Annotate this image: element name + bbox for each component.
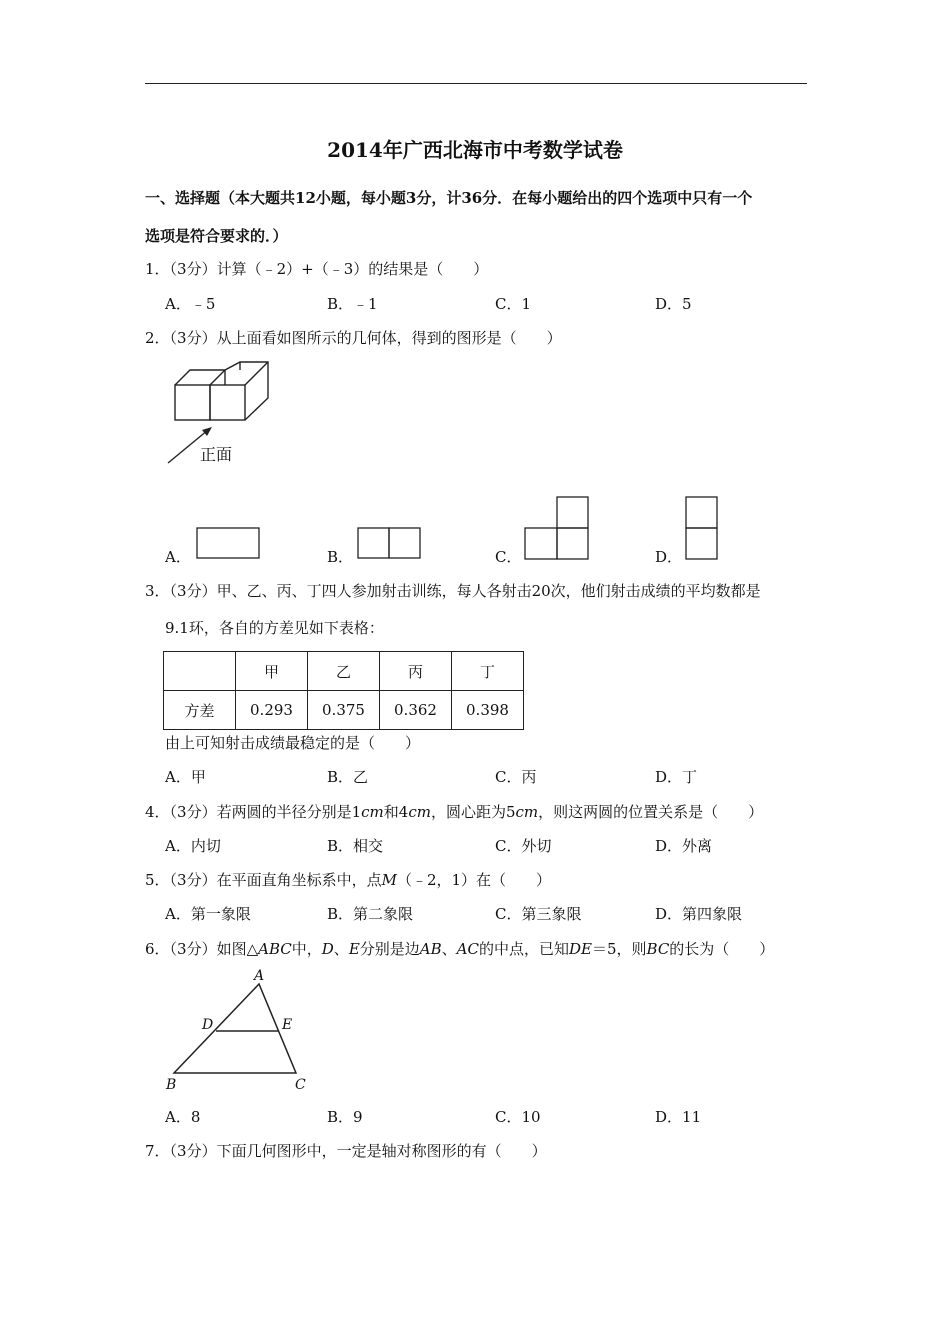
q6-text: 分别是边 [359, 940, 420, 958]
q2-front-label: 正面 [200, 445, 233, 464]
question-4 [145, 805, 763, 820]
variance-table [163, 651, 524, 730]
question-5 [145, 873, 551, 888]
q6-label-a: A [254, 968, 265, 984]
q6-text: 、 [441, 940, 457, 958]
q1-option-b: B．﹣1 [327, 295, 378, 313]
table-cell: 0.375 [308, 691, 380, 730]
q2-option-b: B． [327, 548, 354, 566]
table-cell: 0.293 [236, 691, 308, 730]
table-cell: 丙 [380, 652, 452, 691]
table-row [164, 691, 524, 730]
q3-option-b: B．乙 [327, 768, 369, 786]
q1-option-d: D．5 [655, 295, 692, 313]
q6-var: D [321, 940, 334, 958]
q6-var: AB [419, 940, 442, 958]
table-cell: 0.362 [380, 691, 452, 730]
q6-var: DE [568, 940, 592, 958]
q4-option-d: D．外离 [655, 837, 713, 855]
q4-option-b: B．相交 [327, 837, 384, 855]
question-3-line1: 3．（3分）甲、乙、丙、丁四人参加射击训练，每人各射击20次，他们射击成绩的平均数都是 [145, 582, 761, 600]
q2-option-a-figure [196, 527, 260, 559]
q6-text: 中， [291, 940, 322, 958]
table-cell: 方差 [164, 691, 236, 730]
section-heading-line2: 选项是符合要求的．） [145, 227, 288, 245]
question-3-after: 由上可知射击成绩最稳定的是（ ） [165, 734, 421, 752]
q6-text: ＝5，则 [591, 940, 647, 958]
q5-option-d: D．第四象限 [655, 905, 743, 923]
table-cell: 乙 [308, 652, 380, 691]
q6-text: 的中点，已知 [478, 940, 569, 958]
q2-option-d: D． [655, 548, 683, 566]
q2-option-b-figure [357, 527, 421, 559]
section-heading-line1: 一、选择题（本大题共12小题，每小题3分，计36分．在每小题给出的四个选项中只有一个 [145, 189, 753, 207]
q4-unit: cm [408, 803, 431, 821]
table-cell: 甲 [236, 652, 308, 691]
q2-option-c: C． [495, 548, 522, 566]
q1-option-c: C．1 [495, 295, 532, 313]
question-6 [145, 942, 774, 957]
q6-option-a: A．8 [165, 1108, 201, 1126]
q5-option-c: C．第三象限 [495, 905, 582, 923]
header-rule [145, 83, 807, 84]
table-cell [164, 652, 236, 691]
table-cell: 丁 [452, 652, 524, 691]
q6-label-c: C [295, 1077, 306, 1093]
q3-option-d: D．丁 [655, 768, 698, 786]
q6-var: AC [456, 940, 479, 958]
q6-var: ABC [258, 940, 292, 958]
q6-triangle-figure [160, 965, 320, 1095]
q4-unit: cm [515, 803, 539, 821]
page-title: 2014年广西北海市中考数学试卷 [327, 138, 623, 162]
question-2: 2．（3分）从上面看如图所示的几何体，得到的图形是（ ） [145, 329, 562, 347]
q5-option-a: A．第一象限 [165, 905, 251, 923]
q4-option-a: A．内切 [165, 837, 221, 855]
q5-text: （﹣2，1）在（ ） [396, 871, 552, 889]
q5-text: 5．（3分）在平面直角坐标系中，点 [145, 871, 382, 889]
q1-option-a: A．﹣5 [165, 295, 216, 313]
q4-text: ，圆心距为5 [430, 803, 516, 821]
q3-option-a: A．甲 [165, 768, 206, 786]
q2-option-c-figure [524, 496, 590, 560]
q6-var: BC [646, 940, 670, 958]
q6-var: E [348, 940, 360, 958]
q4-text: ，则这两圆的位置关系是（ ） [538, 803, 764, 821]
q3-option-c: C．丙 [495, 768, 537, 786]
q6-text: 、 [333, 940, 349, 958]
q6-label-e: E [282, 1017, 293, 1033]
q2-option-a: A． [165, 548, 191, 566]
table-header-row [164, 652, 524, 691]
q6-option-b: B．9 [327, 1108, 363, 1126]
q6-text: 6．（3分）如图△ [145, 940, 259, 958]
q4-unit: cm [361, 803, 384, 821]
q6-label-d: D [202, 1017, 214, 1033]
q5-point-name: M [381, 871, 397, 889]
question-3-line2: 9.1环，各自的方差见如下表格： [165, 619, 384, 637]
q4-text: 和4 [383, 803, 409, 821]
table-cell: 0.398 [452, 691, 524, 730]
q4-option-c: C．外切 [495, 837, 552, 855]
q4-text: 4．（3分）若两圆的半径分别是1 [145, 803, 362, 821]
q6-option-d: D．11 [655, 1108, 702, 1126]
q2-option-d-figure [685, 496, 719, 560]
q6-option-c: C．10 [495, 1108, 541, 1126]
question-7: 7．（3分）下面几何图形中，一定是轴对称图形的有（ ） [145, 1142, 547, 1160]
q5-option-b: B．第二象限 [327, 905, 414, 923]
question-1: 1．（3分）计算（﹣2）+（﹣3）的结果是（ ） [145, 260, 489, 278]
q6-label-b: B [166, 1077, 177, 1093]
q6-text: 的长为（ ） [669, 940, 775, 958]
